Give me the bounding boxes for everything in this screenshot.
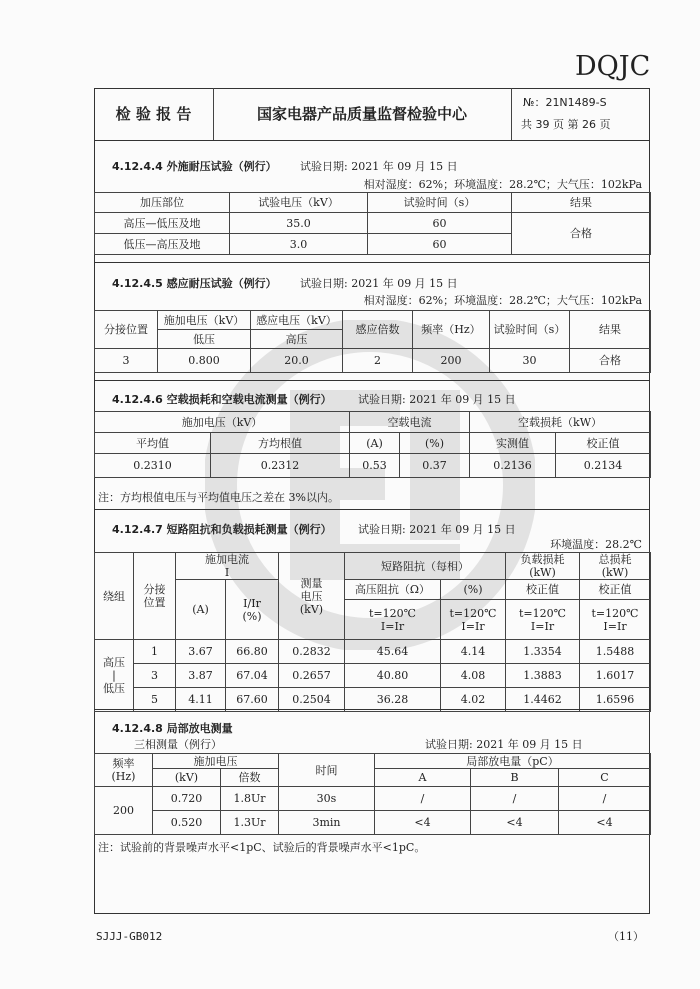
s5-h-time: 时间 (279, 754, 375, 787)
s2-h-low: 低压 (158, 330, 251, 349)
s4-h-tl-corr: 校正值 (580, 580, 651, 600)
s4-r1-pct: 4.14 (441, 640, 506, 664)
s3-h-a: (A) (350, 433, 400, 454)
s4-r3-tap: 5 (134, 688, 176, 712)
s1-date: 试验日期: 2021 年 09 月 15 日 (300, 160, 458, 173)
s3-rms: 0.2312 (211, 454, 350, 478)
s4-r2-pct: 4.08 (441, 664, 506, 688)
s5-h-c: C (559, 769, 651, 787)
org-name: 国家电器产品质量监督检验中心 (256, 105, 467, 123)
s1-r2-part: 低压—高压及地 (95, 234, 230, 255)
s4-h-amp: (A) (176, 580, 226, 640)
s4-h-tap: 分接 位置 (134, 553, 176, 640)
s3-a: 0.53 (350, 454, 400, 478)
s5-table (94, 753, 651, 835)
s5-r2-time: 3min (279, 811, 375, 835)
s2-h-result: 结果 (570, 311, 651, 349)
s1-h-result: 结果 (512, 193, 651, 213)
s3-h-meas: 实测值 (470, 433, 556, 454)
s5-h-applied: 施加电压 (153, 754, 279, 769)
s5-freq: 200 (95, 787, 153, 835)
s1-table (94, 192, 651, 255)
s4-r1-kv: 0.2832 (279, 640, 345, 664)
s2-heading: 4.12.4.5 感应耐压试验（例行） (112, 277, 277, 290)
footer-page: （11） (608, 930, 644, 943)
s2-low: 0.800 (158, 349, 251, 373)
s4-r2-tap: 3 (134, 664, 176, 688)
s2-freq: 200 (413, 349, 490, 373)
s4-r2-tl: 1.6017 (580, 664, 651, 688)
s5-r1-time: 30s (279, 787, 375, 811)
s5-h-freq: 频率 (Hz) (95, 754, 153, 787)
s4-h-iir: I/Ir (%) (226, 580, 279, 640)
s3-h-applied: 施加电压（kV） (95, 412, 350, 433)
s2-result: 合格 (570, 349, 651, 373)
s5-r1-mult: 1.8Ur (221, 787, 279, 811)
s3-heading: 4.12.4.6 空载损耗和空载电流测量（例行） (112, 393, 332, 406)
s2-date: 试验日期: 2021 年 09 月 15 日 (300, 277, 458, 290)
s3-h-corr: 校正值 (556, 433, 651, 454)
s4-r2-ll: 1.3883 (506, 664, 580, 688)
s4-h-cond3: t=120℃ I=Ir (506, 600, 580, 640)
s4-h-cond1: t=120℃ I=Ir (345, 600, 441, 640)
s5-h-kv: (kV) (153, 769, 221, 787)
s1-result: 合格 (512, 213, 651, 255)
s5-heading: 4.12.4.8 局部放电测量 (112, 722, 233, 735)
s2-tap: 3 (95, 349, 158, 373)
s5-r1-c: / (559, 787, 651, 811)
s2-table (94, 310, 651, 373)
s4-r3-kv: 0.2504 (279, 688, 345, 712)
s1-r2-time: 60 (368, 234, 512, 255)
s3-meas: 0.2136 (470, 454, 556, 478)
s5-r2-mult: 1.3Ur (221, 811, 279, 835)
s5-r1-a: / (375, 787, 471, 811)
s4-h-winding: 绕组 (95, 553, 134, 640)
s4-h-cond4: t=120℃ I=Ir (580, 600, 651, 640)
s3-h-pct: (%) (400, 433, 470, 454)
s4-r1-ohm: 45.64 (345, 640, 441, 664)
s5-h-mult: 倍数 (221, 769, 279, 787)
s4-winding: 高压 | 低压 (95, 640, 134, 712)
s1-r1-time: 60 (368, 213, 512, 234)
s4-r1-iir: 66.80 (226, 640, 279, 664)
s5-r2-b: <4 (471, 811, 559, 835)
s4-h-pct: (%) (441, 580, 506, 600)
s4-h-ll-corr: 校正值 (506, 580, 580, 600)
s3-h-rms: 方均根值 (211, 433, 350, 454)
s1-r1-part: 高压—低压及地 (95, 213, 230, 234)
s3-corr: 0.2134 (556, 454, 651, 478)
s4-heading: 4.12.4.7 短路阻抗和负载损耗测量（例行） (112, 523, 332, 536)
s5-date: 试验日期: 2021 年 09 月 15 日 (425, 738, 583, 751)
s2-env: 相对湿度：62%；环境温度：28.2℃；大气压：102kPa (363, 294, 642, 307)
s5-h-pd: 局部放电量（pC） (375, 754, 651, 769)
s4-r2-kv: 0.2657 (279, 664, 345, 688)
footer-code: SJJJ-GB012 (96, 930, 163, 943)
s4-r3-iir: 67.60 (226, 688, 279, 712)
s4-r2-iir: 67.04 (226, 664, 279, 688)
s4-r3-ohm: 36.28 (345, 688, 441, 712)
s1-h-time: 试验时间（s） (368, 193, 512, 213)
s3-table (94, 411, 651, 478)
s4-r1-tap: 1 (134, 640, 176, 664)
s4-h-cond2: t=120℃ I=Ir (441, 600, 506, 640)
s4-r1-ll: 1.3354 (506, 640, 580, 664)
s2-high: 20.0 (251, 349, 343, 373)
s2-time: 30 (490, 349, 570, 373)
s1-r1-voltage: 35.0 (230, 213, 368, 234)
s4-r3-pct: 4.02 (441, 688, 506, 712)
s5-h-a: A (375, 769, 471, 787)
s4-r3-ll: 1.4462 (506, 688, 580, 712)
s4-env: 环境温度：28.2℃ (550, 538, 642, 551)
s4-date: 试验日期: 2021 年 09 月 15 日 (358, 523, 516, 536)
s4-h-loadloss: 负载损耗 (kW) (506, 553, 580, 580)
brand-mark: DQJC (575, 51, 651, 82)
s1-heading: 4.12.4.4 外施耐压试验（例行） (112, 160, 277, 173)
s1-env: 相对湿度：62%；环境温度：28.2℃；大气压：102kPa (363, 178, 642, 191)
s4-h-totalloss: 总损耗 (kW) (580, 553, 651, 580)
report-title: 检 验 报 告 (115, 105, 192, 123)
s2-h-time: 试验时间（s） (490, 311, 570, 349)
s5-h-b: B (471, 769, 559, 787)
s5-r1-kv: 0.720 (153, 787, 221, 811)
s4-h-current: 施加电流 I (176, 553, 279, 580)
s4-h-himp: 高压阻抗（Ω） (345, 580, 441, 600)
s4-r2-ohm: 40.80 (345, 664, 441, 688)
s2-h-freq: 频率（Hz） (413, 311, 490, 349)
s4-r3-a: 4.11 (176, 688, 226, 712)
page-count: 共 39 页 第 26 页 (521, 118, 611, 131)
s2-h-mult: 感应倍数 (343, 311, 413, 349)
s3-h-loss: 空载损耗（kW） (470, 412, 651, 433)
s5-sub: 三相测量（例行） (134, 738, 222, 751)
s3-date: 试验日期: 2021 年 09 月 15 日 (358, 393, 516, 406)
s2-mult: 2 (343, 349, 413, 373)
s3-pct: 0.37 (400, 454, 470, 478)
s2-h-high: 高压 (251, 330, 343, 349)
s5-r1-b: / (471, 787, 559, 811)
s1-r2-voltage: 3.0 (230, 234, 368, 255)
s2-h-applied: 施加电压（kV） (158, 311, 251, 330)
s5-r2-c: <4 (559, 811, 651, 835)
s1-h-part: 加压部位 (95, 193, 230, 213)
s5-note: 注：试验前的背景噪声水平<1pC、试验后的背景噪声水平<1pC。 (98, 841, 426, 854)
s3-avg: 0.2310 (95, 454, 211, 478)
s4-r1-a: 3.67 (176, 640, 226, 664)
s4-r3-tl: 1.6596 (580, 688, 651, 712)
s2-h-tap: 分接位置 (95, 311, 158, 349)
s4-table (94, 552, 651, 712)
s5-r2-a: <4 (375, 811, 471, 835)
s4-h-measv: 测量 电压 (kV) (279, 553, 345, 640)
report-number: №：21N1489-S (523, 96, 607, 109)
s5-r2-kv: 0.520 (153, 811, 221, 835)
s3-h-avg: 平均值 (95, 433, 211, 454)
s3-h-current: 空载电流 (350, 412, 470, 433)
s1-h-voltage: 试验电压（kV） (230, 193, 368, 213)
s4-r2-a: 3.87 (176, 664, 226, 688)
s2-h-induced: 感应电压（kV） (251, 311, 343, 330)
s4-h-impedance: 短路阻抗（每相） (345, 553, 506, 580)
s3-note: 注：方均根值电压与平均值电压之差在 3%以内。 (98, 491, 339, 504)
s4-r1-tl: 1.5488 (580, 640, 651, 664)
